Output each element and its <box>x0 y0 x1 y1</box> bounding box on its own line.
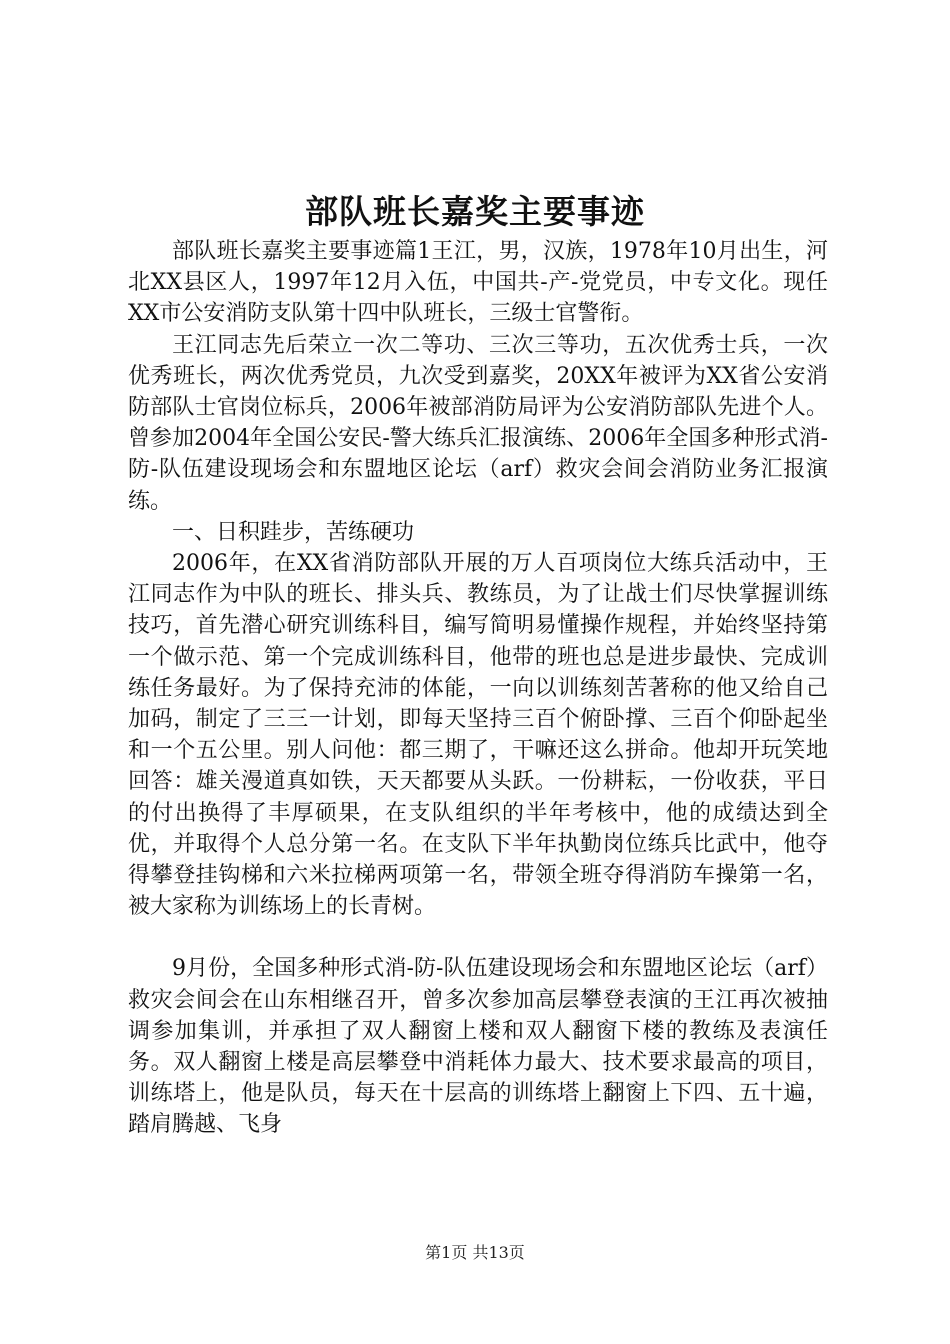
paragraph-intro: 部队班长嘉奖主要事迹篇1王江，男，汉族，1978年10月出生，河北XX县区人，1997年12月入伍，中国共-产-党党员，中专文化。现任XX市公安消防支队第十四中队班长，三级士官警衔。 <box>128 239 828 327</box>
paragraph-honors: 王江同志先后荣立一次二等功、三次三等功，五次优秀士兵，一次优秀班长，两次优秀党员，九次受到嘉奖，20XX年被评为XX省公安消防部队士官岗位标兵，2006年被部消防局评为公安消防部队先进个人。曾参加2004年全国公安民-警大练兵汇报演练、2006年全国多种形式消-防-队伍建设现场会和东盟地区论坛（arf）救灾会间会消防业务汇报演练。 <box>128 332 828 514</box>
paragraph-training: 2006年，在XX省消防部队开展的万人百项岗位大练兵活动中，王江同志作为中队的班长、排头兵、教练员，为了让战士们尽快掌握训练技巧，首先潜心研究训练科目，编写简明易懂操作规程，并始终坚持第一个做示范、第一个完成训练科目，他带的班也总是进步最快、完成训练任务最好。为了保持充沛的体能，一向以训练刻苦著称的他又给自己加码，制定了三三一计划，即每天坚持三百个俯卧撑、三百个仰卧起坐和一个五公里。别人问他：都三期了，干嘛还这么拼命。他却开玩笑地回答：雄关漫道真如铁，天天都要从头跃。一份耕耘，一份收获，平日的付出换得了丰厚硕果，在支队组织的半年考核中，他的成绩达到全优，并取得个人总分第一名。在支队下半年执勤岗位练兵比武中，他夺得攀登挂钩梯和六米拉梯两项第一名，带领全班夺得消防车操第一名，被大家称为训练场上的长青树。 <box>128 551 828 920</box>
page-footer: 第1页 共13页 <box>425 1243 525 1262</box>
document-title: 部队班长嘉奖主要事迹 <box>305 192 645 231</box>
paragraph-september: 9月份，全国多种形式消-防-队伍建设现场会和东盟地区论坛（arf）救灾会间会在山东相继召开，曾多次参加高层攀登表演的王江再次被抽调参加集训，并承担了双人翻窗上楼和双人翻窗下楼的教练及表演任务。双人翻窗上楼是高层攀登中消耗体力最大、技术要求最高的项目，训练塔上，他是队员，每天在十层高的训练塔上翻窗上下四、五十遍，踏肩腾越、飞身 <box>128 956 828 1138</box>
document-body <box>128 236 828 1141</box>
section-heading: 一、日积跬步，苦练硬功 <box>172 519 415 545</box>
